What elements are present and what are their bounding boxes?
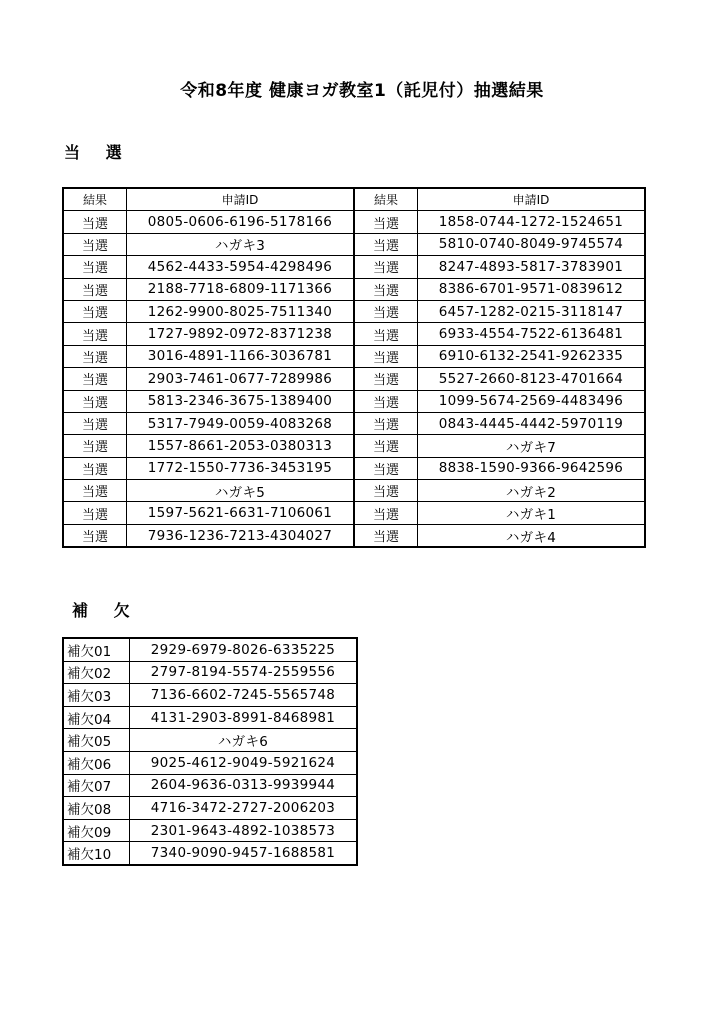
waitlist-number-cell: 補欠01 bbox=[63, 638, 130, 661]
application-id-cell: 0843-4445-4442-5970119 bbox=[418, 412, 646, 434]
waitlist-number-cell: 補欠02 bbox=[63, 661, 130, 684]
table-row bbox=[63, 842, 357, 865]
result-cell: 当選 bbox=[354, 412, 418, 434]
application-id-cell: 7136-6602-7245-5565748 bbox=[130, 684, 358, 707]
application-id-cell: 8247-4893-5817-3783901 bbox=[418, 256, 646, 278]
result-cell: 当選 bbox=[354, 524, 418, 547]
column-header-application-id: 申請ID bbox=[418, 188, 646, 211]
application-id-cell: 8838-1590-9366-9642596 bbox=[418, 457, 646, 479]
table-row bbox=[63, 774, 357, 797]
page-title: 令和8年度 健康ヨガ教室1（託児付）抽選結果 bbox=[180, 81, 544, 101]
result-cell: 当選 bbox=[354, 435, 418, 457]
application-id-cell: 2929-6979-8026-6335225 bbox=[130, 638, 358, 661]
application-id-cell: 4562-4433-5954-4298496 bbox=[127, 256, 355, 278]
table-row bbox=[63, 638, 357, 661]
winners-table bbox=[62, 187, 646, 548]
waitlist-number-cell: 補欠06 bbox=[63, 751, 130, 774]
result-cell: 当選 bbox=[63, 278, 127, 300]
result-cell: 当選 bbox=[63, 502, 127, 524]
winners-table-body bbox=[63, 211, 645, 547]
table-row bbox=[63, 323, 645, 345]
table-row bbox=[63, 751, 357, 774]
application-id-cell: 5527-2660-8123-4701664 bbox=[418, 368, 646, 390]
column-header-result: 結果 bbox=[63, 188, 127, 211]
application-id-cell: 5810-0740-8049-9745574 bbox=[418, 233, 646, 255]
table-row bbox=[63, 345, 645, 367]
application-id-cell: 8386-6701-9571-0839612 bbox=[418, 278, 646, 300]
result-cell: 当選 bbox=[63, 524, 127, 547]
table-row bbox=[63, 661, 357, 684]
result-cell: 当選 bbox=[63, 368, 127, 390]
waitlist-number-cell: 補欠08 bbox=[63, 797, 130, 820]
result-cell: 当選 bbox=[354, 390, 418, 412]
application-id-cell: 1858-0744-1272-1524651 bbox=[418, 211, 646, 233]
application-id-cell: 6910-6132-2541-9262335 bbox=[418, 345, 646, 367]
table-row bbox=[63, 300, 645, 322]
result-cell: 当選 bbox=[354, 480, 418, 502]
application-id-cell: 2903-7461-0677-7289986 bbox=[127, 368, 355, 390]
result-cell: 当選 bbox=[354, 323, 418, 345]
application-id-cell: 1557-8661-2053-0380313 bbox=[127, 435, 355, 457]
table-row bbox=[63, 797, 357, 820]
application-id-cell: 1772-1550-7736-3453195 bbox=[127, 457, 355, 479]
result-cell: 当選 bbox=[63, 412, 127, 434]
table-row bbox=[63, 684, 357, 707]
table-row bbox=[63, 412, 645, 434]
result-cell: 当選 bbox=[63, 345, 127, 367]
application-id-cell: ハガキ4 bbox=[418, 524, 646, 547]
result-cell: 当選 bbox=[354, 233, 418, 255]
application-id-cell: 1597-5621-6631-7106061 bbox=[127, 502, 355, 524]
application-id-cell: 0805-0606-6196-5178166 bbox=[127, 211, 355, 233]
table-row bbox=[63, 278, 645, 300]
result-cell: 当選 bbox=[354, 300, 418, 322]
waitlist-number-cell: 補欠07 bbox=[63, 774, 130, 797]
application-id-cell: 7936-1236-7213-4304027 bbox=[127, 524, 355, 547]
result-cell: 当選 bbox=[354, 256, 418, 278]
result-cell: 当選 bbox=[63, 457, 127, 479]
table-row bbox=[63, 729, 357, 752]
table-row bbox=[63, 233, 645, 255]
application-id-cell: 2604-9636-0313-9939944 bbox=[130, 774, 358, 797]
waitlist-number-cell: 補欠09 bbox=[63, 819, 130, 842]
application-id-cell: 4131-2903-8991-8468981 bbox=[130, 706, 358, 729]
table-row bbox=[63, 524, 645, 547]
result-cell: 当選 bbox=[63, 256, 127, 278]
result-cell: 当選 bbox=[63, 435, 127, 457]
application-id-cell: ハガキ1 bbox=[418, 502, 646, 524]
application-id-cell: 2188-7718-6809-1171366 bbox=[127, 278, 355, 300]
winners-heading: 当 選 bbox=[64, 143, 132, 162]
application-id-cell: 5813-2346-3675-1389400 bbox=[127, 390, 355, 412]
result-cell: 当選 bbox=[354, 502, 418, 524]
result-cell: 当選 bbox=[63, 390, 127, 412]
table-row bbox=[63, 706, 357, 729]
result-cell: 当選 bbox=[63, 300, 127, 322]
table-row bbox=[63, 819, 357, 842]
application-id-cell: 6457-1282-0215-3118147 bbox=[418, 300, 646, 322]
result-cell: 当選 bbox=[63, 233, 127, 255]
waitlist-number-cell: 補欠03 bbox=[63, 684, 130, 707]
application-id-cell: ハガキ3 bbox=[127, 233, 355, 255]
application-id-cell: 2301-9643-4892-1038573 bbox=[130, 819, 358, 842]
result-cell: 当選 bbox=[354, 345, 418, 367]
winners-header-row bbox=[63, 188, 645, 211]
application-id-cell: 4716-3472-2727-2006203 bbox=[130, 797, 358, 820]
application-id-cell: ハガキ2 bbox=[418, 480, 646, 502]
waitlist-number-cell: 補欠05 bbox=[63, 729, 130, 752]
table-row bbox=[63, 390, 645, 412]
result-cell: 当選 bbox=[63, 323, 127, 345]
result-cell: 当選 bbox=[354, 457, 418, 479]
application-id-cell: ハガキ5 bbox=[127, 480, 355, 502]
waitlist-table-body bbox=[63, 638, 357, 865]
waitlist-number-cell: 補欠04 bbox=[63, 706, 130, 729]
result-cell: 当選 bbox=[354, 278, 418, 300]
application-id-cell: 1262-9900-8025-7511340 bbox=[127, 300, 355, 322]
column-header-result: 結果 bbox=[354, 188, 418, 211]
result-cell: 当選 bbox=[354, 368, 418, 390]
application-id-cell: 3016-4891-1166-3036781 bbox=[127, 345, 355, 367]
table-row bbox=[63, 457, 645, 479]
application-id-cell: ハガキ6 bbox=[130, 729, 358, 752]
application-id-cell: 2797-8194-5574-2559556 bbox=[130, 661, 358, 684]
waitlist-number-cell: 補欠10 bbox=[63, 842, 130, 865]
application-id-cell: 9025-4612-9049-5921624 bbox=[130, 751, 358, 774]
result-cell: 当選 bbox=[354, 211, 418, 233]
result-cell: 当選 bbox=[63, 211, 127, 233]
application-id-cell: 1099-5674-2569-4483496 bbox=[418, 390, 646, 412]
table-row bbox=[63, 502, 645, 524]
application-id-cell: 7340-9090-9457-1688581 bbox=[130, 842, 358, 865]
table-row bbox=[63, 256, 645, 278]
table-row bbox=[63, 480, 645, 502]
table-row bbox=[63, 368, 645, 390]
result-cell: 当選 bbox=[63, 480, 127, 502]
application-id-cell: 1727-9892-0972-8371238 bbox=[127, 323, 355, 345]
application-id-cell: 6933-4554-7522-6136481 bbox=[418, 323, 646, 345]
table-row bbox=[63, 211, 645, 233]
column-header-application-id: 申請ID bbox=[127, 188, 355, 211]
waitlist-table bbox=[62, 637, 358, 866]
table-row bbox=[63, 435, 645, 457]
application-id-cell: 5317-7949-0059-4083268 bbox=[127, 412, 355, 434]
application-id-cell: ハガキ7 bbox=[418, 435, 646, 457]
waitlist-heading: 補 欠 bbox=[72, 601, 140, 620]
